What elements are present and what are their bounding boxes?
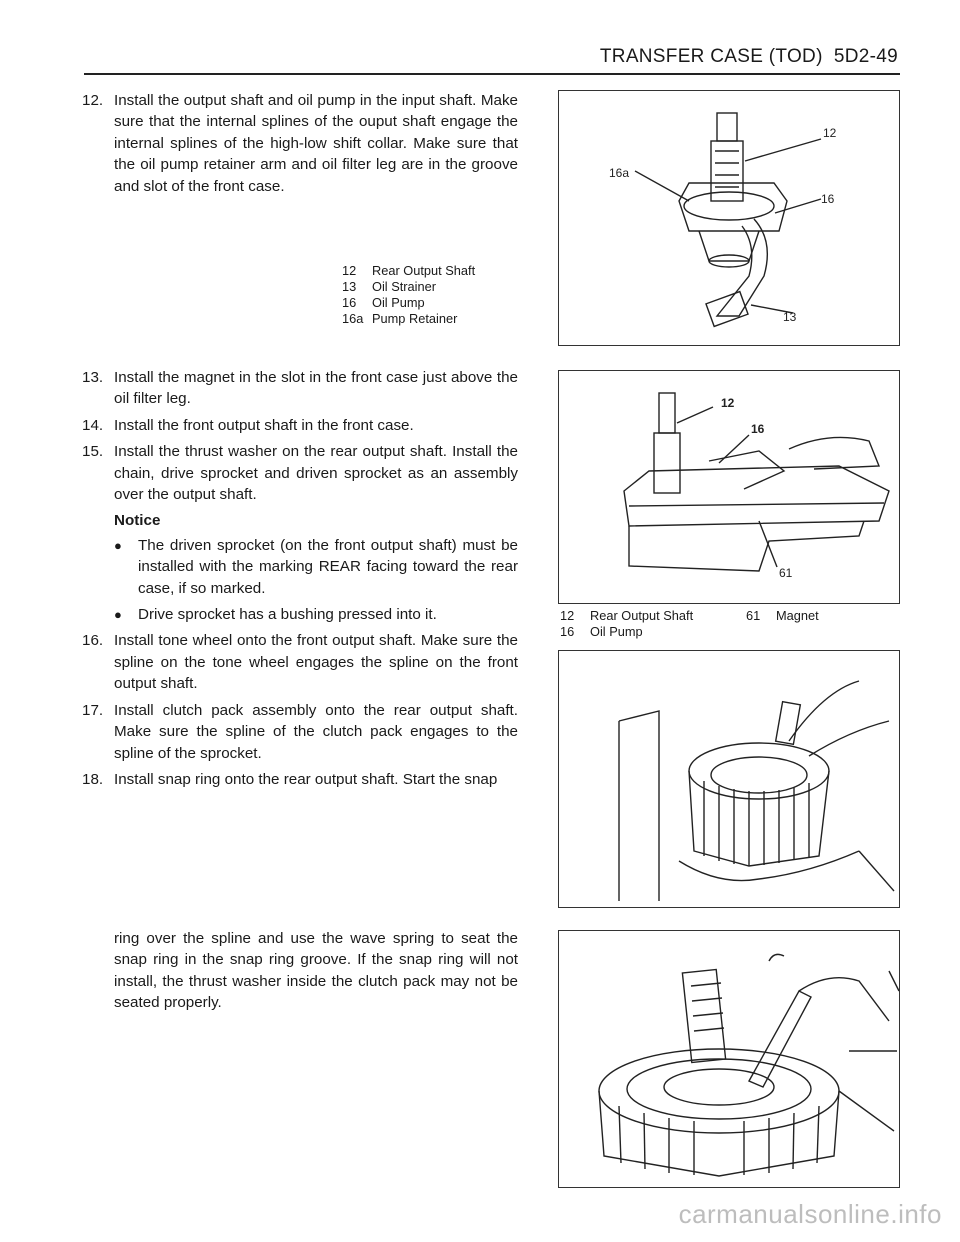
legend-row <box>560 624 819 640</box>
step-number: 17. <box>82 701 104 719</box>
step-text: Install clutch pack assembly onto the rear output shaft. Make sure the spline of the clutch pack engages to the spline of the sprocket. <box>114 701 518 762</box>
figure-3-illustration <box>559 651 899 907</box>
figure-1-callout: 12 <box>823 126 837 140</box>
step-number: 14. <box>82 416 104 434</box>
bullet-text: The driven sprocket (on the front output shaft) must be installed with the marking REAR facing toward the rear case, if so marked. <box>138 536 518 597</box>
legend-value: Oil Pump <box>372 295 425 310</box>
legend-row <box>560 608 819 624</box>
figure-2-legend <box>560 608 819 640</box>
bullet-text: Drive sprocket has a bushing pressed into it. <box>138 606 437 624</box>
step-text: Install tone wheel onto the front output shaft. Make sure the spline on the tone wheel engages the spline on the front output shaft. <box>114 632 518 693</box>
figure-2-magnet-installation <box>558 370 900 604</box>
figure-4-snap-ring-installation <box>558 930 900 1188</box>
header-rule <box>84 73 900 75</box>
header-page-number: 5D2-49 <box>833 46 898 67</box>
step-number: 18. <box>82 770 104 788</box>
legend-key: 12 <box>560 608 575 623</box>
legend-key: 16a <box>342 311 364 326</box>
figure-4-illustration <box>559 931 899 1187</box>
step-17 <box>82 700 518 764</box>
legend-key: 13 <box>342 279 357 294</box>
legend-row <box>342 263 475 279</box>
step-13 <box>82 367 518 410</box>
notice-bullet <box>114 535 518 599</box>
bullet-dot-icon: ● <box>114 537 122 553</box>
figure-1-legend <box>342 263 475 327</box>
legend-row <box>342 311 475 327</box>
step-18 <box>82 769 518 790</box>
legend-value: Pump Retainer <box>372 311 458 326</box>
step-text: Install the magnet in the slot in the front case just above the oil filter leg. <box>114 369 518 408</box>
watermark: carmanualsonline.info <box>678 1199 942 1229</box>
step-18-continuation: ring over the spline and use the wave spring to seat the snap ring in the snap ring groove. If the snap ring will not install, the thrust washer inside the clutch pack may not be seated properly. <box>114 930 518 1012</box>
step-number: 12. <box>82 92 104 109</box>
figure-1-callout: 16 <box>821 192 835 206</box>
legend-value: Oil Strainer <box>372 279 437 294</box>
legend-key: 61 <box>746 608 761 623</box>
legend-value: Rear Output Shaft <box>590 608 694 623</box>
legend-key: 16 <box>342 295 357 310</box>
notice-bullet <box>114 604 518 625</box>
legend-key: 16 <box>560 624 575 639</box>
figure-1-callout: 16a <box>609 166 630 180</box>
legend-value: Rear Output Shaft <box>372 263 476 278</box>
notice-label: Notice <box>114 512 161 530</box>
step-16 <box>82 630 518 694</box>
steps-block-a <box>82 90 518 202</box>
step-15 <box>82 441 518 505</box>
legend-value: Magnet <box>776 608 819 623</box>
steps-block-b <box>82 367 518 795</box>
figure-1-output-shaft-oil-pump <box>558 90 900 346</box>
legend-row <box>342 279 475 295</box>
figure-1-illustration <box>559 91 899 345</box>
figure-2-callout: 16 <box>751 422 765 436</box>
step-text: Install the front output shaft in the front case. <box>114 416 414 434</box>
legend-value: Oil Pump <box>590 624 643 639</box>
step-text: Install snap ring onto the rear output shaft. Start the snap <box>114 770 498 788</box>
legend-key: 12 <box>342 263 357 278</box>
step-number: 13. <box>82 369 104 386</box>
header-title: TRANSFER CASE (TOD) <box>599 46 823 67</box>
step-12 <box>82 90 518 197</box>
figure-2-illustration <box>559 371 899 603</box>
figure-2-callout: 61 <box>779 566 793 580</box>
step-number: 15. <box>82 443 104 461</box>
figure-3-clutch-pack-installation <box>558 650 900 908</box>
page-header <box>600 46 898 68</box>
step-text: Install the output shaft and oil pump in the input shaft. Make sure that the internal splines of the ouput shaft engage the internal splines of the high-low shift collar. Make sure that the oil pump retainer arm and oil filter leg are in the groove and slot of the front case. <box>114 92 518 195</box>
step-text: Install the thrust washer on the rear output shaft. Install the chain, drive sprocket and driven sprocket as an assembly over the output shaft. <box>114 443 518 504</box>
figure-1-callout: 13 <box>783 310 797 324</box>
legend-row <box>342 295 475 311</box>
bullet-dot-icon: ● <box>114 607 122 623</box>
step-14 <box>82 415 518 436</box>
figure-2-callout: 12 <box>721 396 735 410</box>
step-number: 16. <box>82 632 104 650</box>
